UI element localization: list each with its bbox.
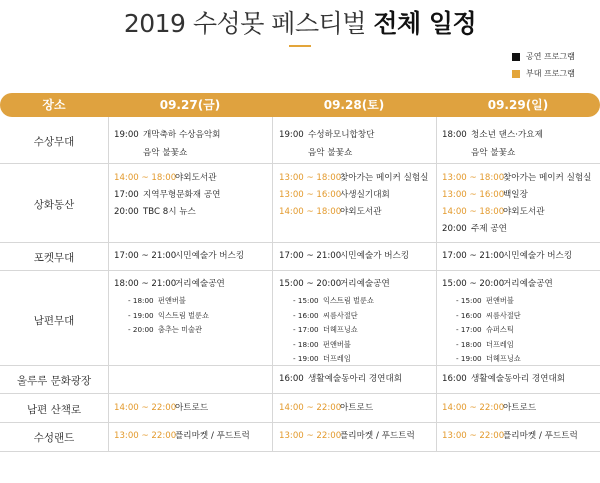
event-item	[279, 373, 402, 385]
event-item	[279, 147, 352, 159]
event-title: 시민예술가 버스킹	[175, 251, 245, 261]
venue-label: 상화동산	[33, 199, 75, 211]
event-title: 거리예술공연	[503, 279, 553, 289]
event-title: 춤추는 미술관	[158, 325, 202, 334]
event-time: 18:00 ~ 21:00	[114, 279, 177, 289]
event-time: 14:00 ~ 18:00	[442, 207, 505, 217]
sub-event-item	[293, 353, 351, 365]
event-title: 더헤프닝쇼	[323, 325, 358, 334]
sub-event-item	[128, 310, 209, 322]
event-title: 음악 불꽃쇼	[143, 148, 188, 158]
sub-event-item	[456, 353, 521, 365]
title-bold: 전체 일정	[373, 9, 477, 38]
event-title: 익스트림 벌룬쇼	[323, 296, 374, 305]
sub-event-item	[128, 295, 186, 307]
header-venue: 장소	[42, 98, 66, 112]
event-time: - 17:00	[293, 325, 319, 334]
event-time: 17:00 ~ 21:00	[279, 251, 342, 261]
row-divider	[0, 393, 600, 394]
event-time: 13:00 ~ 16:00	[279, 190, 342, 200]
event-time: 13:00 ~ 22:00	[114, 431, 177, 441]
event-time: - 16:00	[456, 310, 482, 320]
legend-item-side-program	[512, 65, 575, 82]
event-item	[442, 373, 565, 385]
event-title: 찾아가는 메이커 실험실	[503, 173, 592, 183]
event-time: 14:00 ~ 22:00	[442, 403, 505, 413]
venue-label: 수상무대	[33, 136, 75, 148]
event-time: - 15:00	[456, 296, 482, 305]
legend-label-program: 공연 프로그램	[526, 52, 575, 61]
row-divider	[0, 365, 600, 366]
event-title: 씨름사절단	[486, 310, 521, 320]
event-title: 음악 불꽃쇼	[308, 148, 353, 158]
event-time: - 16:00	[293, 310, 319, 320]
legend-swatch-side-program	[512, 70, 520, 78]
sub-event-item	[293, 339, 351, 351]
event-item	[114, 189, 220, 201]
sub-event-item	[456, 295, 514, 307]
row-divider	[0, 163, 600, 164]
event-title: 슈퍼스틱	[486, 325, 514, 334]
event-time: 14:00 ~ 18:00	[114, 173, 177, 183]
event-time: - 20:00	[128, 325, 154, 334]
event-title: 펀앤버블	[486, 296, 514, 305]
event-time: 13:00 ~ 16:00	[442, 190, 505, 200]
event-title: 아트로드	[503, 403, 537, 413]
event-time: 17:00	[114, 190, 139, 200]
event-item	[442, 206, 545, 218]
event-item	[114, 402, 208, 414]
event-title: 주제 공연	[471, 224, 507, 234]
venue-label: 포켓무대	[33, 252, 75, 264]
event-item	[442, 172, 591, 184]
column-divider	[108, 117, 109, 452]
event-title: 거리예술공연	[175, 279, 225, 289]
event-title: 아트로드	[175, 403, 209, 413]
event-title: 거리예술공연	[340, 279, 390, 289]
event-time: - 15:00	[293, 296, 319, 305]
event-title: 시민예술가 버스킹	[340, 251, 410, 261]
event-title: 생활예술동아리 경연대회	[308, 374, 403, 384]
event-time: - 18:00	[128, 296, 154, 305]
event-time: 19:00	[114, 130, 139, 140]
sub-event-item	[128, 324, 202, 336]
event-time: 19:00	[279, 130, 304, 140]
event-title: 펀앤버블	[323, 339, 351, 349]
event-item	[442, 278, 553, 290]
event-title: 수성하모니합창단	[308, 130, 375, 140]
event-time: 13:00 ~ 18:00	[442, 173, 505, 183]
event-time: 20:00	[114, 207, 139, 217]
sub-event-item	[293, 295, 374, 307]
event-title: 씨름사절단	[323, 310, 358, 320]
event-item	[442, 402, 536, 414]
event-title: 백일장	[503, 190, 528, 200]
event-item	[279, 129, 374, 141]
event-time: 16:00	[279, 374, 304, 384]
event-time: - 19:00	[128, 310, 154, 320]
event-item	[114, 278, 225, 290]
event-item	[442, 147, 515, 159]
venue-label: 남편 산책로	[26, 404, 82, 416]
column-divider	[272, 117, 273, 452]
event-title: 펀앤버블	[158, 296, 186, 305]
event-item	[114, 430, 250, 442]
title-normal: 2019 수성못 페스티벌	[123, 9, 366, 38]
event-time: 15:00 ~ 20:00	[279, 279, 342, 289]
legend-label-side-program: 부대 프로그램	[526, 69, 575, 78]
title-underline	[289, 45, 311, 47]
event-item	[442, 430, 578, 442]
event-item	[279, 172, 428, 184]
event-item	[442, 129, 543, 141]
event-time: 14:00 ~ 22:00	[114, 403, 177, 413]
sub-event-item	[456, 310, 521, 322]
header-day-3: 09.29(일)	[487, 98, 549, 112]
row-divider	[0, 451, 600, 452]
event-time: 17:00 ~ 21:00	[114, 251, 177, 261]
sub-event-item	[456, 324, 514, 336]
event-item	[442, 189, 528, 201]
legend	[512, 48, 575, 82]
event-item	[114, 129, 220, 141]
event-title: 사생실기대회	[340, 190, 390, 200]
event-time: 15:00 ~ 20:00	[442, 279, 505, 289]
event-title: 플리마켓 / 푸드트럭	[175, 431, 250, 441]
event-time: 13:00 ~ 22:00	[442, 431, 505, 441]
event-title: 찾아가는 메이커 실험실	[340, 173, 429, 183]
event-time: - 19:00	[456, 354, 482, 363]
header-day-1: 09.27(금)	[159, 98, 221, 112]
event-time: - 18:00	[293, 339, 319, 349]
event-title: 플리마켓 / 푸드트럭	[503, 431, 578, 441]
event-title: 음악 불꽃쇼	[471, 148, 516, 158]
event-time: 18:00	[442, 130, 467, 140]
venue-label: 수성랜드	[33, 432, 75, 444]
event-title: 익스트림 벌룬쇼	[158, 310, 209, 320]
event-time: - 17:00	[456, 325, 482, 334]
sub-event-item	[293, 310, 358, 322]
event-item	[279, 250, 409, 262]
event-time: 17:00 ~ 21:00	[442, 251, 505, 261]
venue-label: 울루루 문화광장	[16, 375, 92, 387]
event-time: 20:00	[442, 224, 467, 234]
event-time: - 18:00	[456, 339, 482, 349]
event-title: 야외도서관	[340, 207, 382, 217]
event-item	[279, 278, 390, 290]
event-title: 시민예술가 버스킹	[503, 251, 573, 261]
legend-item-program	[512, 48, 575, 65]
event-time: 16:00	[442, 374, 467, 384]
event-item	[442, 250, 572, 262]
event-time: 14:00 ~ 22:00	[279, 403, 342, 413]
legend-swatch-program	[512, 53, 520, 61]
event-title: TBC 8시 뉴스	[143, 207, 196, 217]
page-title	[0, 4, 600, 40]
event-title: 지역무형문화재 공연	[143, 190, 221, 200]
event-title: 야외도서관	[175, 173, 217, 183]
event-item	[279, 206, 382, 218]
event-title: 생활예술동아리 경연대회	[471, 374, 566, 384]
event-item	[114, 206, 196, 218]
event-item	[114, 172, 217, 184]
event-title: 더헤프닝쇼	[486, 354, 521, 363]
event-time: 13:00 ~ 18:00	[279, 173, 342, 183]
row-divider	[0, 422, 600, 423]
event-item	[279, 430, 415, 442]
row-divider	[0, 242, 600, 243]
row-divider	[0, 270, 600, 271]
event-item	[114, 147, 187, 159]
event-time: - 19:00	[293, 354, 319, 363]
event-item	[442, 223, 507, 235]
event-title: 개막축하 수상음악회	[143, 130, 221, 140]
event-item	[279, 189, 390, 201]
table-header	[0, 93, 600, 117]
event-title: 더프레임	[486, 339, 514, 349]
event-title: 플리마켓 / 푸드트럭	[340, 431, 415, 441]
event-title: 야외도서관	[503, 207, 545, 217]
event-title: 더프레임	[323, 354, 351, 363]
event-item	[114, 250, 244, 262]
sub-event-item	[456, 339, 514, 351]
column-divider	[436, 117, 437, 452]
event-title: 아트로드	[340, 403, 374, 413]
event-time: 14:00 ~ 18:00	[279, 207, 342, 217]
sub-event-item	[293, 324, 358, 336]
event-title: 청소년 댄스·가요제	[471, 130, 543, 140]
event-item	[279, 402, 373, 414]
venue-label: 남편무대	[33, 315, 75, 327]
header-day-2: 09.28(토)	[323, 98, 385, 112]
event-time: 13:00 ~ 22:00	[279, 431, 342, 441]
